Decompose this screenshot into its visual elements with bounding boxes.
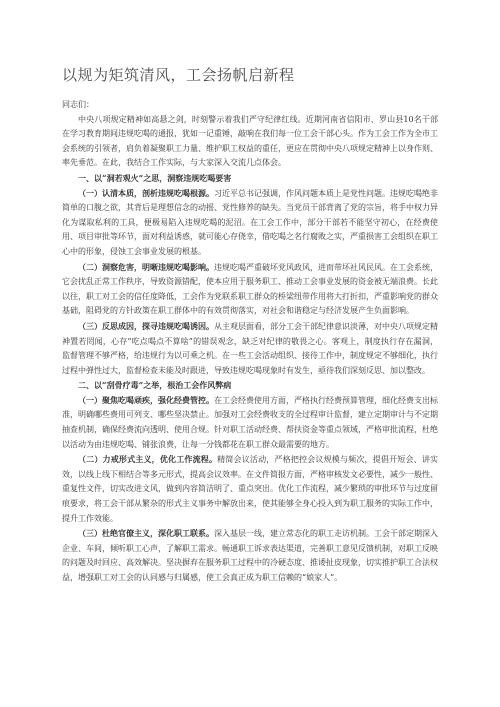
subheading-lead: （一）聚焦吃喝顽疾，强化经费管控。 — [78, 394, 214, 405]
subheading-lead: （三）杜绝官僚主义，深化职工联系。 — [78, 528, 214, 539]
paragraph-text: 精简会议活动，严格把控会议规模与频次，提倡开短会、讲实效，以线上线下相结合等多元形式，提高会议效率。在文件简报方面，严格审核发文必要性，减少一般性、重复性文件，切实改进文风，做到内容简洁明了、重点突出。优化工作流程，减少繁琐的审批环节与过度留痕要求，将工会干部从繁杂的形式主义事务中解放出来，使其能够全身心投入到为职工服务的实际工作中，提升工作效能。 — [62, 455, 439, 523]
document-body — [62, 98, 438, 586]
section-1-paragraph-2 — [62, 260, 438, 319]
section-2-paragraph-1 — [62, 393, 438, 452]
document-title: 以规为矩筑清风，工会扬帆启新程 — [62, 66, 295, 84]
subheading-lead: （二）力戒形式主义，优化工作流程。 — [78, 454, 218, 465]
subheading-lead: （三）反思成因，探寻违规吃喝诱因。 — [78, 320, 214, 331]
subheading-lead: （一）认清本质，剖析违规吃喝根源。 — [78, 187, 214, 198]
paragraph-text: 深入基层一线，建立常态化的职工走访机制。工会干部定期深入企业、车间，倾听职工心声，了解职工需求。畅通职工诉求表达渠道，完善职工意见反馈机制，对职工反映的问题及时回应、高效解决。坚决摒弃在服务职工过程中的冷硬态度、推诿扯皮现象，切实推护职工合法权益，增强职工对工会的认同感与归属感，使工会真正成为职工信赖的“娘家人”。 — [62, 529, 438, 582]
section-2-paragraph-3 — [62, 526, 438, 585]
paragraph-text: 从主观层面看，部分工会干部纪律意识淡薄，对中央八项规定精神置若罔闻，心存“吃点喝点不算啥”的错误观念，缺乏对纪律的敬畏之心。客观上，制度执行存在漏洞，监督管理不够严格，给违规行为以可乘之机。在一些工会活动组织、接待工作中，制度规定不够细化，执行过程中弹性过大，监督检查未能及时跟进，导致违规吃喝现象时有发生，亟待我们深刻反思、加以整改。 — [62, 321, 438, 375]
subheading-lead: （二）洞察危害，明晰违规吃喝影响。 — [78, 261, 214, 272]
section-1-paragraph-1 — [62, 186, 438, 260]
section-1-paragraph-3 — [62, 319, 438, 378]
paragraph-text: 违规吃喝严重破坏党风政风，进而带坏社风民风。在工会系统，它会扰乱正常工作秩序，导致资源错配，使本应用于服务职工、推动工会事业发展的资金被无端浪费。长此以往，职工对工会的信任度降低，工会作为党联系职工群众的桥梁纽带作用将大打折扣，严重影响党的群众基础，阻碍党的方针政策在职工群体中的有效贯彻落实，对社会和谐稳定与经济发展产生负面影响。 — [62, 262, 438, 316]
greeting: 同志们： — [62, 100, 94, 109]
paragraph-text: 习近平总书记强调，作风问题本质上是党性问题。违规吃喝绝非简单的口腹之欲，其背后是理想信念的动摇、党性修养的缺失。当党员干部背离了党的宗旨，将手中权力异化为谋取私利的工具，便极易陷入违规吃喝的泥沼。在工会工作中，部分干部若不能坚守初心，在经费使用、项目审批等环节，面对利益诱惑，就可能心存侥幸，借吃喝之名行腐败之实，严重损害工会组织在职工心中的形象，侵蚀工会事业发展的根基。 — [62, 188, 438, 256]
section-heading-1: 一、以“洞若观火”之思，洞察违规吃喝要害 — [78, 172, 232, 183]
section-heading-2: 二、以“刮骨疗毒”之举，根治工会作风弊病 — [78, 380, 232, 391]
intro-paragraph: 中央八项规定精神如高悬之剑，时刻警示着我们严守纪律红线。近期河南省信阳市、罗山县10名干部在学习教育期间违规吃喝的通报，犹如一记重锤，敲响在我们每一位工会干部心头。作为工会工作为全市工会系统的引领者，肩负着凝聚职工力量、维护职工权益的重任，更应在贯彻中央八项规定精神上以身作则、率先垂范。在此，我结合工作实际，与大家深入交流几点体会。 — [62, 114, 438, 168]
section-2-paragraph-2 — [62, 452, 438, 526]
paragraph-text: 在工会经费使用方面，严格执行经费预算管理，细化经费支出标准，明确哪些费用可列支、哪些坚决禁止。加强对工会经费收支的全过程审计监督，建立定期审计与不定期抽查机制，确保经费流向透明、使用合规。针对职工活动经费、帮扶资金等重点领域，严格审批流程，杜绝以活动为由违规吃喝、铺张浪费，让每一分钱都花在职工群众最需要的地方。 — [62, 395, 438, 449]
